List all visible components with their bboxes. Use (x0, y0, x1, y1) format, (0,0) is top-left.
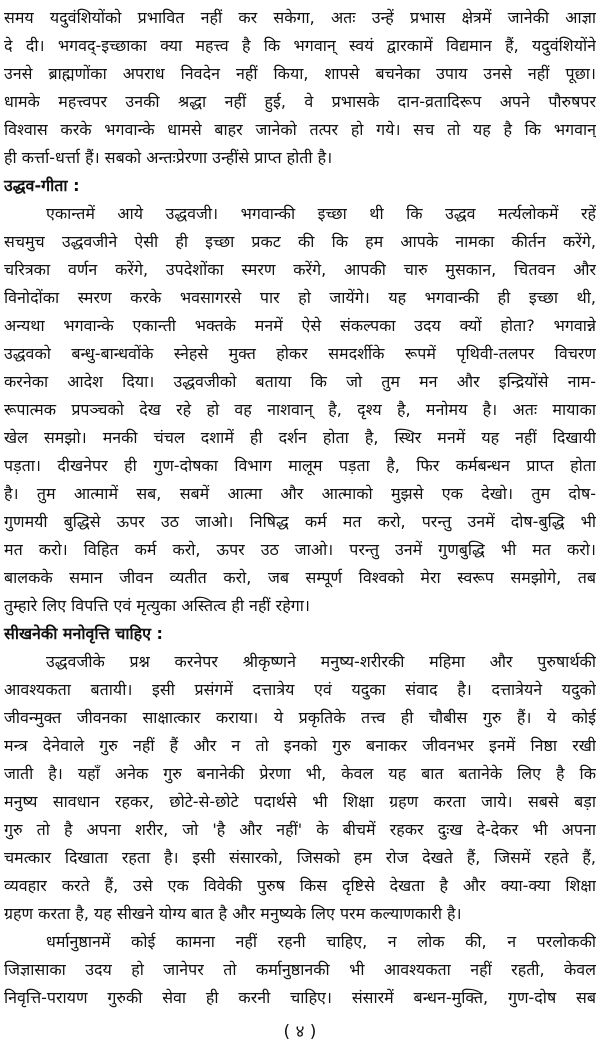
paragraph-line: अन्यथा भगवान्के एकान्ती भक्तके मनमें ऐसे संकल्पका उदय क्यों होता? भगवान्ने (4, 316, 596, 335)
paragraph-line: मत करो। विहित कर्म करो, ऊपर उठ जाओ। परन्तु उनमें गुणबुद्धि भी मत करो। (4, 540, 596, 559)
paragraph-line: ही कर्त्ता-धर्त्ता हैं। सबको अन्तःप्रेरणा उन्हींसे प्राप्त होती है। (4, 148, 333, 167)
paragraph-line: है। तुम आत्मामें सब, सबमें आत्मा और आत्माको मुझसे एक देखो। तुम दोष- (4, 484, 596, 503)
paragraph-line: उद्धवजीके प्रश्न करनेपर श्रीकृष्णने मनुष्य-शरीरकी महिमा और पुरुषार्थकी (46, 652, 596, 671)
paragraph-line: जिज्ञासाका उदय हो जानेपर तो कर्मानुष्ठानकी भी आवश्यकता नहीं रहती, केवल (4, 960, 596, 979)
paragraph-line: पड़ता। दीखनेपर ही गुण-दोषका विभाग मालूम पड़ता है, फिर कर्मबन्धन प्राप्त होता (4, 456, 596, 475)
paragraph-line: बालकके समान जीवन व्यतीत करो, जब सम्पूर्ण विश्वको मेरा स्वरूप समझोगे, तब (4, 568, 596, 587)
section-heading-uddhava-gita: उद्धव-गीता : (4, 176, 80, 195)
paragraph-line: मनुष्य सावधान रहकर, छोटे-से-छोटे पदार्थसे भी शिक्षा ग्रहण करता जाये। सबसे बड़ा (4, 792, 596, 811)
paragraph-line: सचमुच उद्धवजीने ऐसी ही इच्छा प्रकट की कि हम आपके नामका कीर्तन करेंगे, (4, 232, 596, 251)
paragraph-line: उनसे ब्राह्मणोंका अपराध निवदेन नहीं किया, शापसे बचनेका उपाय उनसे नहीं पूछा। (4, 64, 596, 83)
paragraph-line: निवृत्ति-परायण गुरुकी सेवा ही करनी चाहिए। संसारमें बन्धन-मुक्ति, गुण-दोष सब (4, 988, 596, 1007)
paragraph-line: जीवन्मुक्त जीवनका साक्षात्कार कराया। ये प्रकृतिके तत्त्व ही चौबीस गुरु हैं। ये कोई (4, 708, 596, 727)
paragraph-line: तुम्हारे लिए विपत्ति एवं मृत्युका अस्तित्व ही नहीं रहेगा। (4, 596, 310, 615)
paragraph-line: रूपात्मक प्रपञ्चको देख रहे हो वह नाशवान् है, दृश्य है, मनोमय है। अतः मायाका (4, 400, 596, 419)
paragraph-line: मन्त्र देनेवाले गुरु नहीं हैं और न तो इनको गुरु बनाकर जीवनभर इनमें निष्ठा रखी (4, 736, 596, 755)
paragraph-line: उद्धवको बन्धु-बान्धवोंके स्नेहसे मुक्त होकर समदर्शीके रूपमें पृथिवी-तलपर विचरण (4, 344, 596, 363)
paragraph-line: विश्वास करके भगवान्के धामसे बाहर जानेको तत्पर हो गये। सच तो यह है कि भगवान् (4, 120, 596, 139)
paragraph-line: गुणमयी बुद्धिसे ऊपर उठ जाओ। निषिद्ध कर्म मत करो, परन्तु उनमें दोष-बुद्धि भी (4, 512, 596, 531)
paragraph-line: गुरु तो है अपना शरीर, जो 'है और नहीं' के बीचमें रहकर दुःख दे-देकर भी अपना (4, 820, 596, 839)
paragraph-line: जाती है। यहाँ अनेक गुरु बनानेकी प्रेरणा भी, केवल यह बात बतानेके लिए है कि (4, 764, 596, 783)
paragraph-line: विनोदोंका स्मरण करके भवसागरसे पार हो जायेंगे। यह भगवान्की ही इच्छा थी, (4, 288, 596, 307)
paragraph-line: चमत्कार दिखाता रहता है। इसी संसारको, जिसको हम रोज देखते हैं, जिसमें रहते हैं, (4, 848, 596, 867)
paragraph-line: दे दी। भगवद्-इच्छाका क्या महत्त्व है कि भगवान् स्वयं द्वारकामें विद्यमान हैं, यदुवंशियोंने (4, 36, 596, 55)
paragraph-line: चरित्रका वर्णन करेंगे, उपदेशोंका स्मरण करेंगे, आपकी चारु मुसकान, चितवन और (4, 260, 596, 279)
paragraph-line: आवश्यकता बतायी। इसी प्रसंगमें दत्तात्रेय एवं यदुका संवाद है। दत्तात्रेयने यदुको (4, 680, 596, 699)
page-number: ( ४ ) (283, 1022, 317, 1042)
section-heading-learning-attitude: सीखनेकी मनोवृत्ति चाहिए : (4, 624, 163, 643)
paragraph-line: खेल समझो। मनकी चंचल दशामें ही दर्शन होता है, स्थिर मनमें यह नहीं दिखायी (4, 428, 596, 447)
paragraph-line: धर्मानुष्ठानमें कोई कामना नहीं रहनी चाहिए, न लोक की, न परलोककी (46, 932, 596, 951)
paragraph-line: करनेका आदेश दिया। उद्धवजीको बताया कि जो तुम मन और इन्द्रियोंसे नाम- (4, 372, 596, 391)
paragraph-line: व्यवहार करते हैं, उसे एक विवेकी पुरुष किस दृष्टिसे देखता है और क्या-क्या शिक्षा (4, 876, 596, 895)
paragraph-line: धामके महत्त्वपर उनकी श्रद्धा नहीं हुई, वे प्रभासके दान-व्रतादिरूप अपने पौरुषपर (4, 92, 596, 111)
paragraph-line: ग्रहण करता है, यह सीखने योग्य बात है और मनुष्यके लिए परम कल्याणकारी है। (4, 904, 462, 923)
paragraph-line: समय यदुवंशियोंको प्रभावित नहीं कर सकेगा, अतः उन्हें प्रभास क्षेत्रमें जानेकी आज्ञा (4, 8, 596, 27)
paragraph-line: एकान्तमें आये उद्धवजी। भगवान्की इच्छा थी कि उद्धव मर्त्यलोकमें रहें (46, 204, 596, 223)
